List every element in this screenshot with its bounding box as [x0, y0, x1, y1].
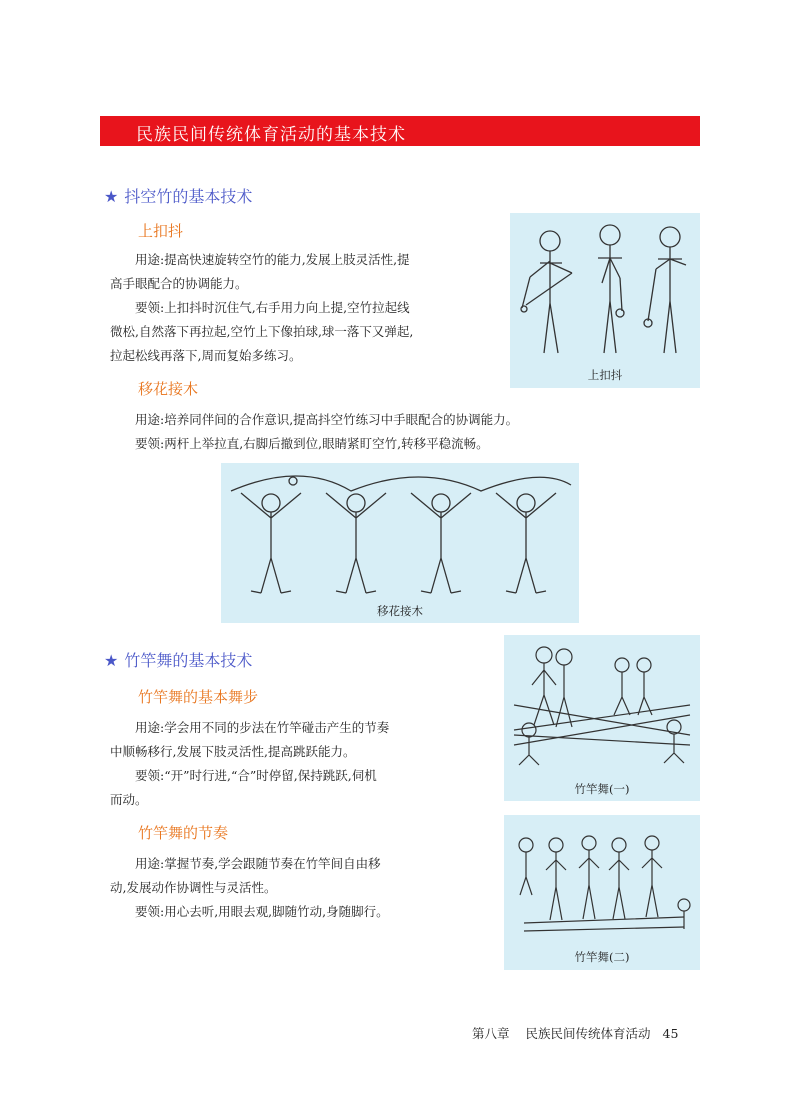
text-line: 高手眼配合的协调能力。: [110, 276, 248, 291]
text-line: 要领:两杆上举拉直,右脚后撤到位,眼睛紧盯空竹,转移平稳流畅。: [135, 436, 489, 451]
text-line: 要领:上扣抖时沉住气,右手用力向上提,空竹拉起线: [135, 300, 410, 315]
figure-caption: 竹竿舞(二): [574, 950, 630, 964]
section-title: 抖空竹的基本技术: [124, 187, 253, 206]
page-number: 45: [662, 1026, 679, 1041]
star-icon: ★: [104, 651, 119, 670]
text-line: 要领:用心去听,用眼去观,脚随竹动,身随脚行。: [135, 904, 389, 919]
text-line: 要领:“开”时行进,“合”时停留,保持跳跃,伺机: [135, 768, 377, 783]
text-line: 动,发展动作协调性与灵活性。: [110, 880, 277, 895]
figure-bamboo-dance-1: [504, 635, 700, 801]
banner-title: 民族民间传统体育活动的基本技术: [136, 125, 406, 145]
diabolo-transfer-illustration: [221, 463, 579, 623]
figure-caption: 上扣抖: [587, 368, 623, 382]
paragraph-shangkoudou: [110, 248, 500, 368]
text-line: 而动。: [110, 792, 148, 807]
paragraph-basic-steps: [110, 716, 490, 812]
figure-caption: 竹竿舞(一): [574, 782, 630, 796]
text-line: 用途:学会用不同的步法在竹竿碰击产生的节奏: [135, 720, 390, 735]
chapter-banner: [100, 116, 700, 146]
subheading-basic-steps: 竹竿舞的基本舞步: [138, 688, 259, 706]
text-line: 用途:培养同伴间的合作意识,提高抖空竹练习中手眼配合的协调能力。: [135, 412, 519, 427]
figure-yihuajiemu: [221, 463, 579, 623]
text-line: 用途:掌握节奏,学会跟随节奏在竹竿间自由移: [135, 856, 381, 871]
footer-title: 民族民间传统体育活动: [525, 1026, 651, 1041]
footer-chapter: 第八章: [472, 1026, 510, 1041]
section-title: 竹竿舞的基本技术: [124, 651, 253, 670]
subheading-yihuajiemu: 移花接木: [138, 380, 199, 398]
bamboo-dance-1-illustration: [504, 635, 700, 801]
subheading-rhythm: 竹竿舞的节奏: [138, 824, 229, 842]
text-line: 微松,自然落下再拉起,空竹上下像拍球,球一落下又弹起,: [110, 324, 414, 339]
section-heading-bamboo-dance: [104, 648, 252, 671]
star-icon: ★: [104, 187, 119, 206]
diabolo-players-illustration: [510, 213, 700, 388]
figure-caption: 移花接木: [377, 604, 423, 618]
figure-shangkoudou: [510, 213, 700, 388]
section-heading-diabolo: [104, 184, 252, 207]
paragraph-yihuajiemu: [110, 408, 700, 456]
text-line: 拉起松线再落下,周而复始多练习。: [110, 348, 302, 363]
paragraph-rhythm: [110, 852, 490, 924]
figure-bamboo-dance-2: [504, 815, 700, 970]
subheading-shangkoudou: 上扣抖: [138, 222, 184, 240]
bamboo-dance-2-illustration: [504, 815, 700, 970]
page-footer: [472, 1024, 678, 1042]
text-line: 中顺畅移行,发展下肢灵活性,提高跳跃能力。: [110, 744, 356, 759]
text-line: 用途:提高快速旋转空竹的能力,发展上肢灵活性,提: [135, 252, 410, 267]
